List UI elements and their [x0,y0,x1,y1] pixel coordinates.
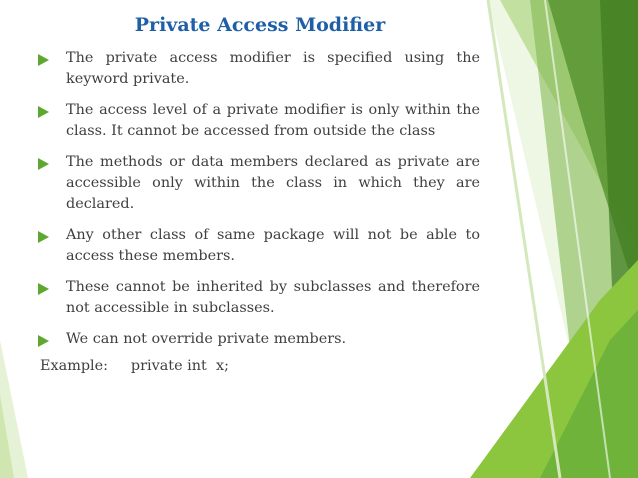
bullet-text: The private access modifier is specified using the keyword private. [66,50,480,87]
bullet-item [38,329,480,350]
bullet-list [38,48,480,360]
bullet-item [38,100,480,142]
example-line: Example: private int x; [40,358,229,374]
slide-title: Private Access Modifier [134,14,386,36]
bullet-text: Any other class of same package will not be able to access these members. [66,227,480,264]
triangle-right-icon [38,106,49,118]
triangle-right-icon [38,283,49,295]
bullet-item [38,277,480,319]
bullet-item [38,152,480,215]
bullet-item [38,225,480,267]
bullet-text: The access level of a private modifier is only within the class. It cannot be accessed from outside the class [66,102,480,139]
bullet-item [38,48,480,90]
triangle-right-icon [38,54,49,66]
triangle-right-icon [38,231,49,243]
triangle-right-icon [38,335,49,347]
bullet-text: We can not override private members. [66,331,347,347]
triangle-right-icon [38,158,49,170]
bullet-text: These cannot be inherited by subclasses and therefore not accessible in subclasses. [66,279,480,316]
bullet-text: The methods or data members declared as private are accessible only within the class in which they are declared. [66,154,480,212]
